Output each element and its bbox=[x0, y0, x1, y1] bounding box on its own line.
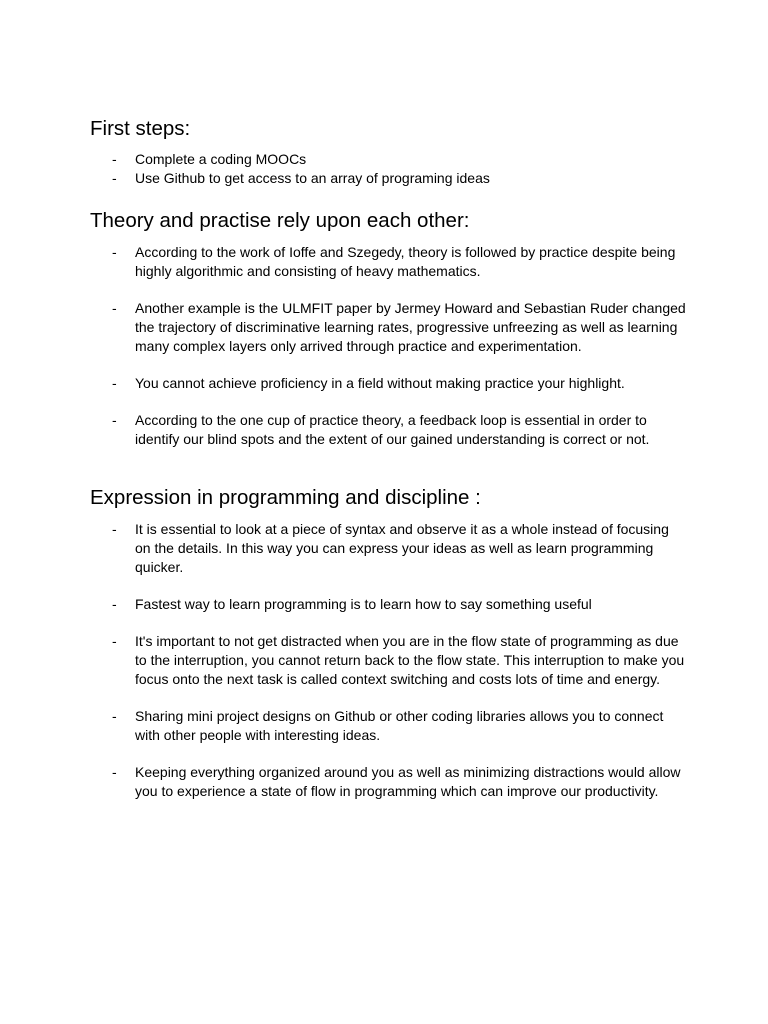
list-item-text: It's important to not get distracted when you are in the flow state of programming as due to the interruption, you cannot return back to the flow state. This interruption to make you focus onto the next task is called context switching and costs lots of time and energy. bbox=[135, 633, 685, 687]
list-item bbox=[90, 520, 688, 577]
bullet-dash: - bbox=[112, 708, 117, 724]
bullet-dash: - bbox=[112, 412, 117, 428]
bullet-dash: - bbox=[112, 521, 117, 537]
section-heading-theory-practise: Theory and practise rely upon each other: bbox=[90, 209, 470, 232]
section-heading-expression-programming: Expression in programming and discipline : bbox=[90, 486, 481, 509]
list-item bbox=[90, 374, 688, 393]
bullet-dash: - bbox=[112, 633, 117, 649]
list-item bbox=[90, 632, 688, 689]
list-item-text: According to the work of Ioffe and Szegedy, theory is followed by practice despite being highly algorithmic and consisting of heavy mathematics. bbox=[135, 244, 676, 279]
list-item bbox=[90, 595, 688, 614]
theory-practise-list bbox=[90, 243, 688, 449]
list-item bbox=[90, 299, 688, 356]
list-item bbox=[90, 763, 688, 801]
list-item-text: Another example is the ULMFIT paper by Jermey Howard and Sebastian Ruder changed the trajectory of discriminative learning rates, progressive unfreezing as well as learning many complex layers only arrived through practice and experimentation. bbox=[135, 300, 686, 354]
list-item bbox=[90, 243, 688, 281]
bullet-dash: - bbox=[112, 764, 117, 780]
first-steps-list bbox=[90, 150, 688, 188]
bullet-dash: - bbox=[112, 151, 117, 167]
list-item-text: Keeping everything organized around you as well as minimizing distractions would allow you to experience a state of flow in programming which can improve our productivity. bbox=[135, 764, 681, 799]
list-item-text: Complete a coding MOOCs bbox=[135, 151, 307, 167]
list-item-text: Use Github to get access to an array of programing ideas bbox=[135, 170, 490, 186]
list-item-text: Sharing mini project designs on Github or other coding libraries allows you to connect with other people with interesting ideas. bbox=[135, 708, 664, 743]
list-item-text: It is essential to look at a piece of syntax and observe it as a whole instead of focusing on the details. In this way you can express your ideas as well as learn programming quicker. bbox=[135, 521, 669, 575]
bullet-dash: - bbox=[112, 170, 117, 186]
list-item-text: According to the one cup of practice theory, a feedback loop is essential in order to identify our blind spots and the extent of our gained understanding is correct or not. bbox=[135, 412, 650, 447]
bullet-dash: - bbox=[112, 244, 117, 260]
bullet-dash: - bbox=[112, 300, 117, 316]
expression-programming-list bbox=[90, 520, 688, 801]
bullet-dash: - bbox=[112, 375, 117, 391]
list-item bbox=[90, 411, 688, 449]
list-item-text: You cannot achieve proficiency in a field without making practice your highlight. bbox=[135, 375, 625, 391]
list-item bbox=[90, 150, 688, 169]
list-item bbox=[90, 169, 688, 188]
list-item-text: Fastest way to learn programming is to learn how to say something useful bbox=[135, 596, 592, 612]
list-item bbox=[90, 707, 688, 745]
section-heading-first-steps: First steps: bbox=[90, 117, 191, 140]
bullet-dash: - bbox=[112, 596, 117, 612]
